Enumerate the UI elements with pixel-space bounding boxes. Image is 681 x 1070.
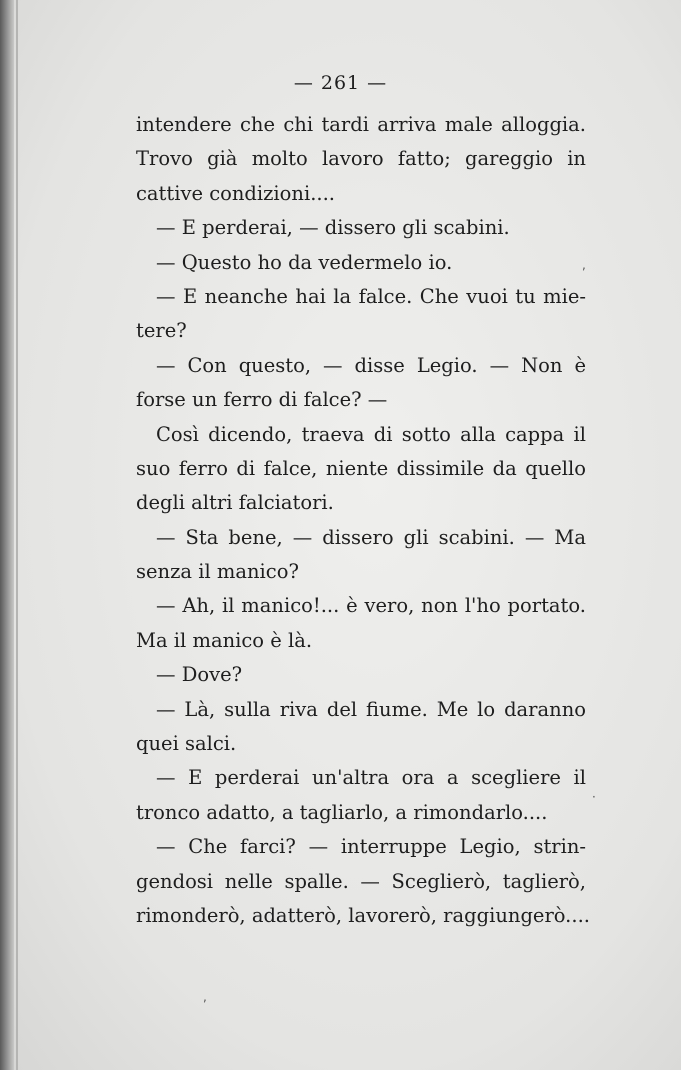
- text-line: cattive condizioni....: [136, 181, 335, 205]
- text-line: — Con questo, — disse Legio. — Non è: [156, 353, 586, 377]
- text-line: — Che farci? — interruppe Legio, strin-: [156, 835, 586, 859]
- text-line: rimonderò, adatterò, lavorerò, raggiungerò....: [136, 903, 590, 927]
- text-line: Ma il manico è là.: [136, 628, 313, 652]
- text-line: forse un ferro di falce? —: [136, 388, 388, 412]
- gutter-line: [16, 0, 18, 1070]
- text-line: tere?: [136, 319, 187, 343]
- text-line: Trovo già molto lavoro fatto; gareggio in: [136, 147, 586, 171]
- ink-speck: ,: [582, 258, 586, 272]
- text-line: Così dicendo, traeva di sotto alla cappa il: [156, 422, 586, 446]
- text-line: quei salci.: [136, 732, 237, 756]
- text-line: degli altri falciatori.: [136, 491, 334, 515]
- text-line: gendosi nelle spalle. — Sceglierò, taglierò,: [136, 869, 586, 893]
- book-spine-shadow: [0, 0, 14, 1070]
- text-line: — Ah, il manico!... è vero, non l'ho portato.: [156, 594, 586, 618]
- text-line: — E perderai un'altra ora a scegliere il: [156, 766, 586, 790]
- page-number: — 261 —: [293, 72, 388, 94]
- text-line: senza il manico?: [136, 560, 299, 584]
- text-line: — Sta bene, — dissero gli scabini. — Ma: [156, 525, 586, 549]
- text-line: suo ferro di falce, niente dissimile da quello: [136, 456, 586, 480]
- body-text: [136, 108, 590, 933]
- text-line: — E neanche hai la falce. Che vuoi tu mie-: [156, 284, 586, 308]
- text-line: — Là, sulla riva del fiume. Me lo daranno: [156, 697, 586, 721]
- text-line: — E perderai, — dissero gli scabini.: [156, 216, 510, 240]
- ink-speck: ·: [592, 790, 596, 804]
- text-line: — Questo ho da vedermelo io.: [156, 250, 453, 274]
- text-line: — Dove?: [156, 663, 243, 687]
- text-line: intendere che chi tardi arriva male alloggia.: [136, 113, 586, 136]
- ink-speck: ,: [203, 990, 207, 1004]
- text-line: tronco adatto, a tagliarlo, a rimondarlo....: [136, 800, 548, 824]
